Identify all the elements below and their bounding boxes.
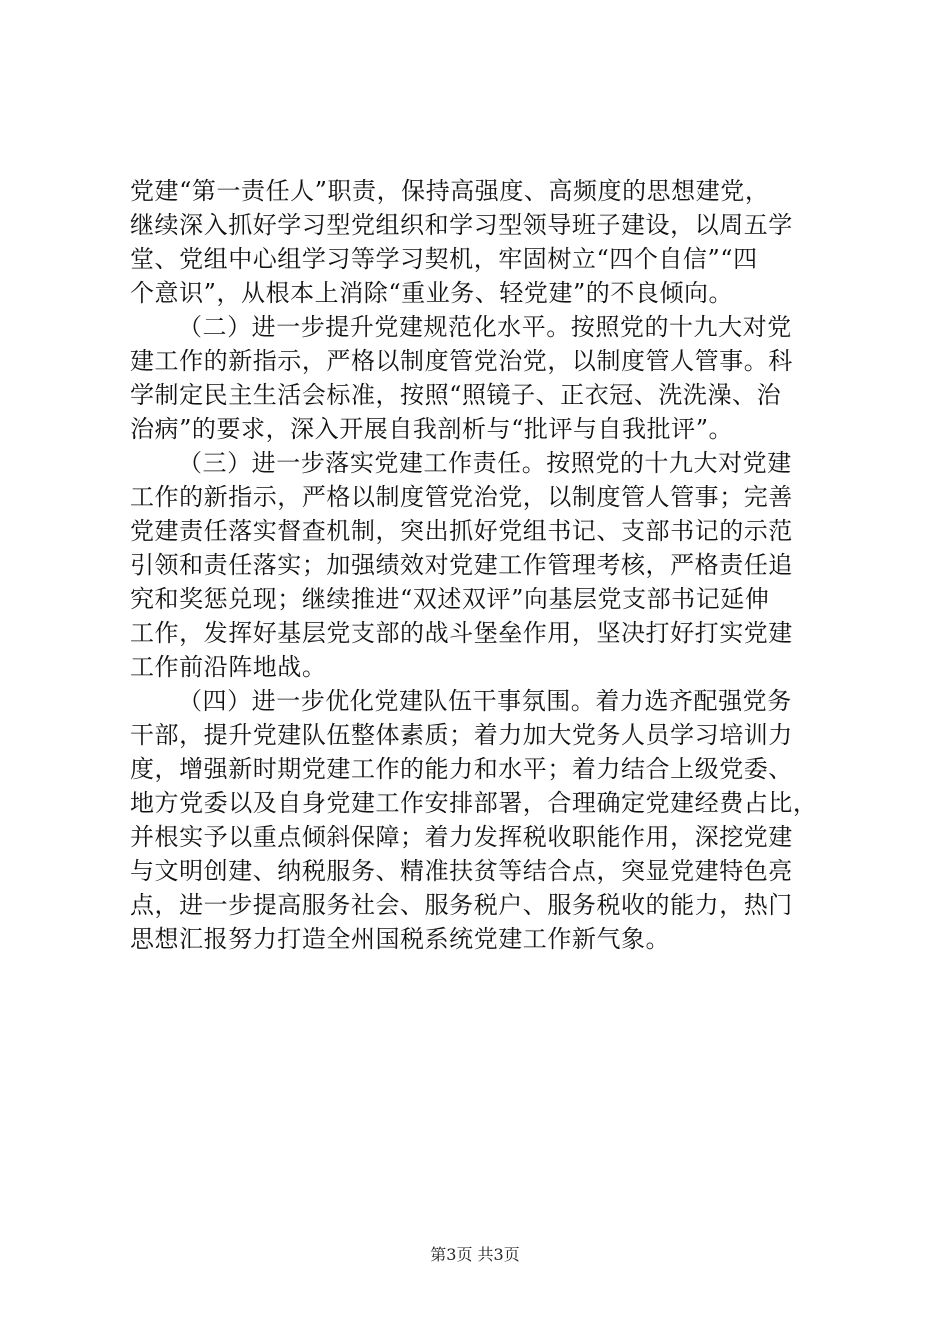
text-line: 建工作的新指示，严格以制度管党治党，以制度管人管事。科: [130, 347, 793, 375]
text-line: 工作前沿阵地战。: [130, 653, 327, 681]
text-line: 治病”的要求，深入开展自我剖析与“批评与自我批评”。: [130, 415, 734, 443]
text-line: 工作的新指示，严格以制度管党治党，以制度管人管事；完善: [130, 483, 793, 511]
paragraph-heading-line: （二）进一步提升党建规范化水平。按照党的十九大对党: [178, 313, 792, 341]
text-line: 并根实予以重点倾斜保障；着力发挥税收职能作用，深挖党建: [130, 823, 793, 851]
paragraph-heading-line: （四）进一步优化党建队伍干事氛围。着力选齐配强党务: [178, 687, 792, 715]
text-line: 工作，发挥好基层党支部的战斗堡垒作用，坚决打好打实党建: [130, 619, 793, 647]
text-line: 思想汇报努力打造全州国税系统党建工作新气象。: [130, 925, 671, 953]
page-number-footer: 第3页 共3页: [430, 1245, 520, 1264]
text-line: 个意识”，从根本上消除“重业务、轻党建”的不良倾向。: [130, 279, 734, 307]
paragraph-heading-line: （三）进一步落实党建工作责任。按照党的十九大对党建: [178, 449, 792, 477]
text-line: 度，增强新时期党建工作的能力和水平；着力结合上级党委、: [130, 755, 793, 783]
text-line: 党建“第一责任人”职责，保持高强度、高频度的思想建党，: [130, 177, 770, 205]
text-line: 党建责任落实督查机制，突出抓好党组书记、支部书记的示范: [130, 517, 793, 545]
text-line: 堂、党组中心组学习等学习契机，牢固树立“四个自信”“四: [130, 245, 758, 273]
text-line: 干部，提升党建队伍整体素质；着力加大党务人员学习培训力: [130, 721, 793, 749]
text-line: 与文明创建、纳税服务、精准扶贫等结合点，突显党建特色亮: [130, 857, 793, 885]
text-line: 引领和责任落实；加强绩效对党建工作管理考核，严格责任追: [130, 551, 793, 579]
text-line: 地方党委以及自身党建工作安排部署，合理确定党建经费占比，: [130, 789, 818, 817]
text-line: 学制定民主生活会标准，按照“照镜子、正衣冠、洗洗澡、治: [130, 381, 782, 409]
body-text: [130, 174, 830, 956]
text-line: 究和奖惩兑现；继续推进“双述双评”向基层党支部书记延伸: [130, 585, 770, 613]
text-line: 点，进一步提高服务社会、服务税户、服务税收的能力，热门: [130, 891, 793, 919]
text-line: 继续深入抓好学习型党组织和学习型领导班子建设，以周五学: [130, 211, 793, 239]
